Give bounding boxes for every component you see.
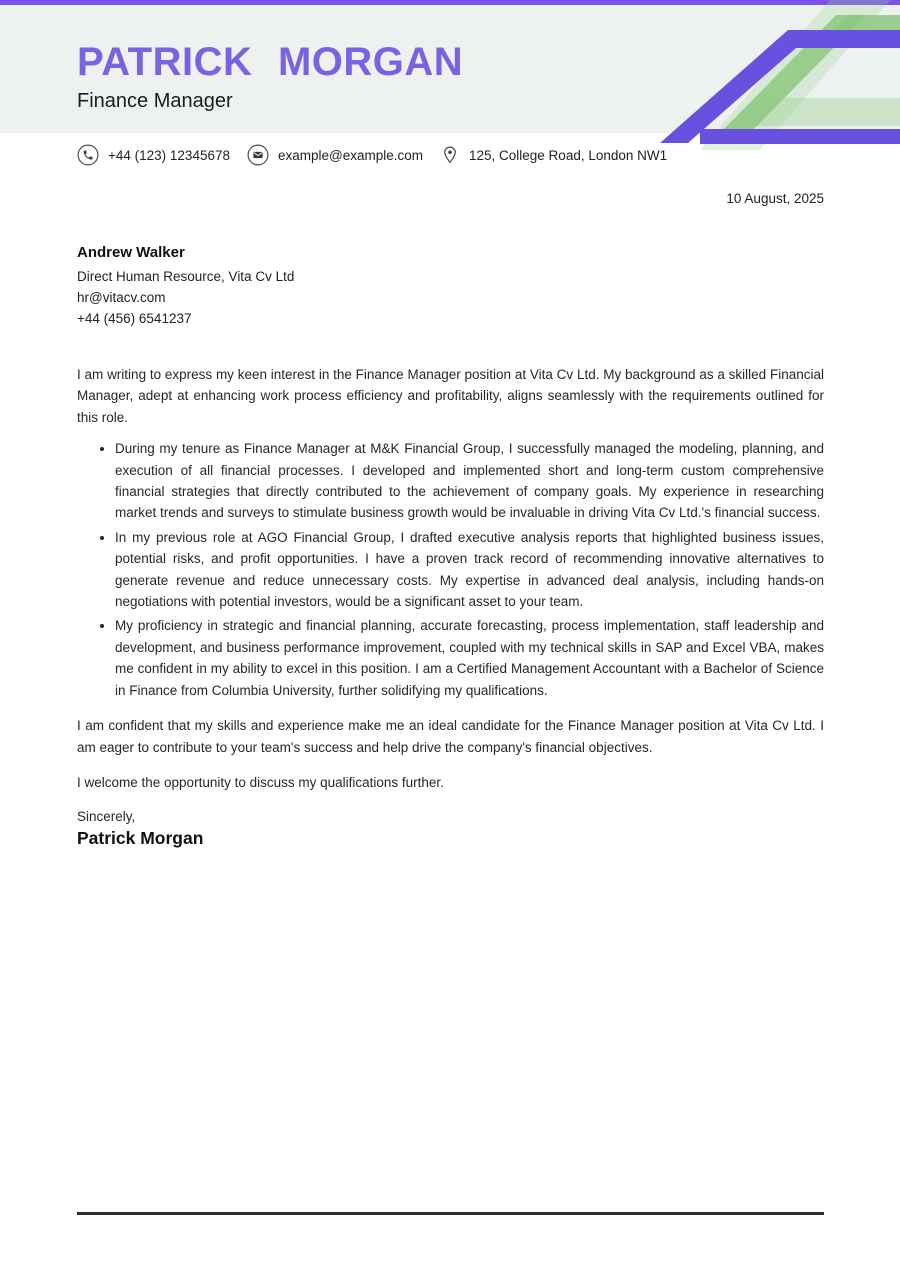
- bullet-item: • In my previous role at AGO Financial Group, I drafted executive analysis reports that highlighted business issues, potential risks, and profit opportunities. I have a proven track record of recommending innovative alternatives to generate revenue and reduce unnecessary costs. My expertise in advanced deal analysis, including hands-on negotiations with potential investors, would be a significant asset to your team.: [115, 527, 824, 613]
- letter-paragraphs: [77, 364, 824, 793]
- contact-address-text: 125, College Road, London NW1: [469, 147, 668, 163]
- phone-icon: [77, 144, 99, 166]
- page-title-name: PATRICK MORGAN: [77, 40, 464, 84]
- contact-email-text: example@example.com: [277, 147, 423, 163]
- letter-date: 10 August, 2025: [726, 191, 824, 206]
- contact-email: [247, 144, 423, 166]
- contact-row: [0, 133, 900, 166]
- contact-phone-text: +44 (123) 12345678: [108, 147, 230, 163]
- footer-divider: [77, 1212, 824, 1215]
- letter-body: [0, 191, 900, 849]
- signoff: Sincerely,: [77, 809, 136, 825]
- closing-paragraph: I am confident that my skills and experience make me an ideal candidate for the Finance Manager position at Vita Cv Ltd. I am eager to contribute to your team's success and help drive the company's financial objectives.: [77, 718, 824, 755]
- contact-address: [440, 144, 667, 166]
- recipient-block: [77, 242, 824, 329]
- contact-phone: [77, 144, 230, 166]
- recipient-phone: +44 (456) 6541237: [77, 311, 192, 326]
- intro-paragraph: I am writing to express my keen interest in the Finance Manager position at Vita Cv Ltd. My background as a skilled Financial Manager, adept at enhancing work process efficiency and profitability, aligns seamlessly with the requirements outlined for this role.: [77, 367, 824, 425]
- recipient-email: hr@vitacv.com: [77, 290, 166, 305]
- location-pin-icon: [440, 144, 460, 166]
- welcome-paragraph: I welcome the opportunity to discuss my qualifications further.: [77, 774, 444, 790]
- recipient-name: Andrew Walker: [77, 244, 185, 261]
- letter-header: [0, 5, 900, 133]
- signature-name: Patrick Morgan: [77, 828, 204, 849]
- bullet-item: • During my tenure as Finance Manager at M&K Financial Group, I successfully managed the modeling, planning, and execution of all financial processes. I developed and implemented short and long-term custom comprehensive financial strategies that directly contributed to the achievement of company goals. My experience in researching market trends and surveys to stimulate business growth would be invaluable in driving Vita Cv Ltd.'s financial success.: [115, 438, 824, 524]
- recipient-title: Direct Human Resource, Vita Cv Ltd: [77, 269, 295, 284]
- bullet-item: • My proficiency in strategic and financial planning, accurate forecasting, process implementation, staff leadership and development, and business performance improvement, coupled with my technical skills in SAP and Excel VBA, makes me confident in my ability to excel in this position. I am a Certified Management Accountant with a Bachelor of Science in Finance from Columbia University, further solidifying my qualifications.: [115, 615, 824, 701]
- job-title: Finance Manager: [77, 90, 233, 112]
- bullet-list: [77, 438, 824, 701]
- envelope-icon: [247, 144, 269, 166]
